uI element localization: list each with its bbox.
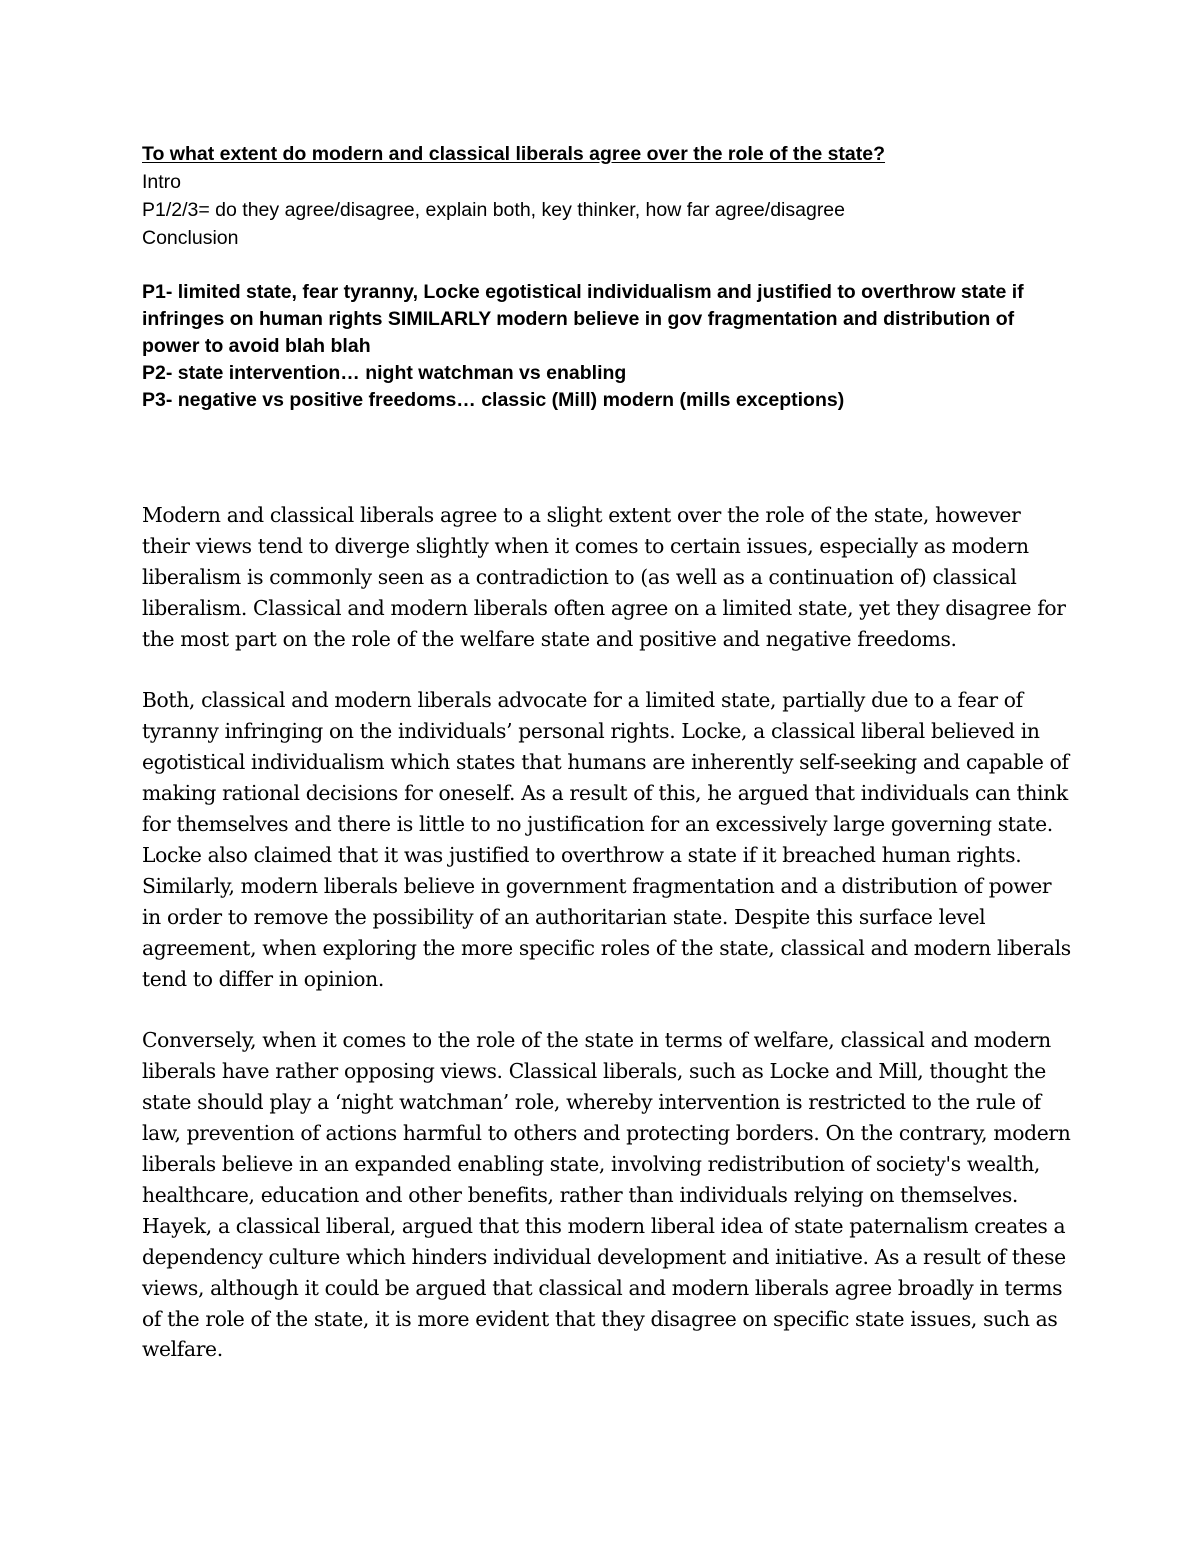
plan-structure-line: P1/2/3= do they agree/disagree, explain both, key thinker, how far agree/disagree [142,199,845,221]
plan-point-2: P2- state intervention… night watchman vs enabling [142,362,627,384]
essay-paragraph-limited-state: Both, classical and modern liberals advocate for a limited state, partially due to a fear of tyranny infringing on the individuals’ personal rights. Locke, a classical liberal believed in egotistical individualism which states that humans are inherently self-seeking and capable of making rational decisions for oneself. As a result of this, he argued that individuals can think for themselves and there is little to no justification for an excessively large governing state. Locke also claimed that it was justified to overthrow a state if it breached human rights. Similarly, modern liberals believe in government fragmentation and a distribution of power in order to remove the possibility of an authoritarian state. Despite this surface level agreement, when exploring the more specific roles of the state, classical and modern liberals tend to differ in opinion. [142,688,1071,991]
essay-plan [142,140,1072,414]
essay-body [142,500,1072,1396]
plan-point-3: P3- negative vs positive freedoms… classic (Mill) modern (mills exceptions) [142,389,845,411]
plan-intro-line: Intro [142,171,182,193]
plan-point-1: P1- limited state, fear tyranny, Locke egotistical individualism and justified to overthrow state if infringes on human rights SIMILARLY modern believe in gov fragmentation and distribution of power to avoid blah blah [142,281,1024,357]
essay-paragraph-intro: Modern and classical liberals agree to a slight extent over the role of the state, however their views tend to diverge slightly when it comes to certain issues, especially as modern liberalism is commonly seen as a contradiction to (as well as a continuation of) classical liberalism. Classical and modern liberals often agree on a limited state, yet they disagree for the most part on the role of the welfare state and positive and negative freedoms. [142,503,1066,651]
essay-paragraph-welfare: Conversely, when it comes to the role of the state in terms of welfare, classical and modern liberals have rather opposing views. Classical liberals, such as Locke and Mill, thought the state should play a ‘night watchman’ role, whereby intervention is restricted to the rule of law, prevention of actions harmful to others and protecting borders. On the contrary, modern liberals believe in an expanded enabling state, involving redistribution of society's wealth, healthcare, education and other benefits, rather than individuals relying on themselves. Hayek, a classical liberal, argued that this modern liberal idea of state paternalism creates a dependency culture which hinders individual development and initiative. As a result of these views, although it could be argued that classical and modern liberals agree broadly in terms of the role of the state, it is more evident that they disagree on specific state issues, such as welfare. [142,1028,1071,1362]
plan-spacer [142,252,1072,279]
plan-conclusion-line: Conclusion [142,227,239,249]
essay-question-title: To what extent do modern and classical liberals agree over the role of the state? [142,143,886,165]
